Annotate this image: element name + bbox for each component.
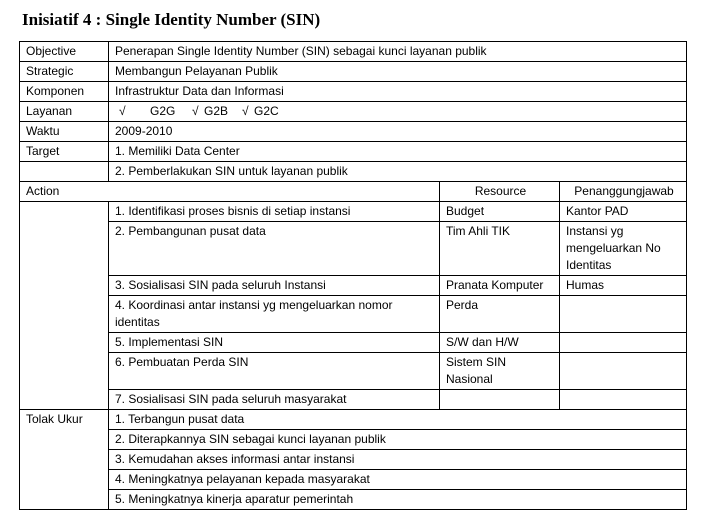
label-waktu: Waktu (20, 122, 109, 142)
label-komponen: Komponen (20, 82, 109, 102)
row-strategic (20, 62, 687, 82)
action-pj-6 (560, 353, 687, 390)
document-title: Inisiatif 4 : Single Identity Number (SIN) (22, 10, 321, 29)
row-komponen (20, 82, 687, 102)
tolak-ukur-item-2: 2. Diterapkannya SIN sebagai kunci layanan publik (109, 430, 687, 450)
value-objective: Penerapan Single Identity Number (SIN) sebagai kunci layanan publik (109, 42, 687, 62)
action-row-5 (20, 333, 687, 353)
action-resource-4: Perda (440, 296, 560, 333)
check-mark-g2b: √ (192, 104, 199, 118)
value-komponen: Infrastruktur Data dan Informasi (109, 82, 687, 102)
action-resource-5: S/W dan H/W (440, 333, 560, 353)
tolak-ukur-item-1: 1. Terbangun pusat data (109, 410, 687, 430)
action-resource-7 (440, 390, 560, 410)
row-waktu (20, 122, 687, 142)
action-pj-7 (560, 390, 687, 410)
action-row-6 (20, 353, 687, 390)
row-action-header (20, 182, 687, 202)
action-resource-1: Budget (440, 202, 560, 222)
row-objective (20, 42, 687, 62)
action-task-5: 5. Implementasi SIN (109, 333, 440, 353)
action-resource-2: Tim Ahli TIK (440, 222, 560, 276)
action-pj-3: Humas (560, 276, 687, 296)
label-layanan: Layanan (20, 102, 109, 122)
tolak-ukur-item-4: 4. Meningkatnya pelayanan kepada masyarakat (109, 470, 687, 490)
action-row-1 (20, 202, 687, 222)
action-task-6: 6. Pembuatan Perda SIN (109, 353, 440, 390)
check-mark-g2g: √ (119, 104, 126, 118)
action-row-7 (20, 390, 687, 410)
row-target-2 (20, 162, 687, 182)
action-resource-6: Sistem SIN Nasional (440, 353, 560, 390)
action-resource-3: Pranata Komputer (440, 276, 560, 296)
target-item-2: 2. Pemberlakukan SIN untuk layanan publik (109, 162, 687, 182)
tolak-ukur-row-2 (20, 430, 687, 450)
action-task-3: 3. Sosialisasi SIN pada seluruh Instansi (109, 276, 440, 296)
target-item-1: 1. Memiliki Data Center (109, 142, 687, 162)
layanan-g2g: G2G (150, 104, 176, 118)
action-row-2 (20, 222, 687, 276)
label-action: Action (20, 182, 440, 202)
tolak-ukur-row-4 (20, 470, 687, 490)
action-row-3 (20, 276, 687, 296)
action-row-4 (20, 296, 687, 333)
value-strategic: Membangun Pelayanan Publik (109, 62, 687, 82)
action-pj-5 (560, 333, 687, 353)
layanan-g2b: G2B (204, 104, 229, 118)
action-task-2: 2. Pembangunan pusat data (109, 222, 440, 276)
layanan-g2c: G2C (254, 104, 279, 118)
tolak-ukur-row-3 (20, 450, 687, 470)
row-layanan (20, 102, 687, 122)
value-layanan (109, 102, 687, 122)
value-waktu: 2009-2010 (109, 122, 687, 142)
header-penanggungjawab: Penanggungjawab (560, 182, 687, 202)
label-target: Target (20, 142, 109, 162)
check-mark-g2c: √ (242, 104, 249, 118)
tolak-ukur-row-5 (20, 490, 687, 510)
tolak-ukur-item-3: 3. Kemudahan akses informasi antar instansi (109, 450, 687, 470)
action-pj-4 (560, 296, 687, 333)
action-task-4: 4. Koordinasi antar instansi yg mengeluarkan nomor identitas (109, 296, 440, 333)
row-target-1 (20, 142, 687, 162)
label-objective: Objective (20, 42, 109, 62)
label-strategic: Strategic (20, 62, 109, 82)
tolak-ukur-item-5: 5. Meningkatnya kinerja aparatur pemerintah (109, 490, 687, 510)
label-tolak-ukur: Tolak Ukur (20, 410, 109, 510)
action-task-7: 7. Sosialisasi SIN pada seluruh masyarakat (109, 390, 440, 410)
action-pj-1: Kantor PAD (560, 202, 687, 222)
action-task-1: 1. Identifikasi proses bisnis di setiap instansi (109, 202, 440, 222)
initiative-table (19, 41, 687, 510)
header-resource: Resource (440, 182, 560, 202)
tolak-ukur-row-1 (20, 410, 687, 430)
action-pj-2: Instansi yg mengeluarkan No Identitas (560, 222, 687, 276)
